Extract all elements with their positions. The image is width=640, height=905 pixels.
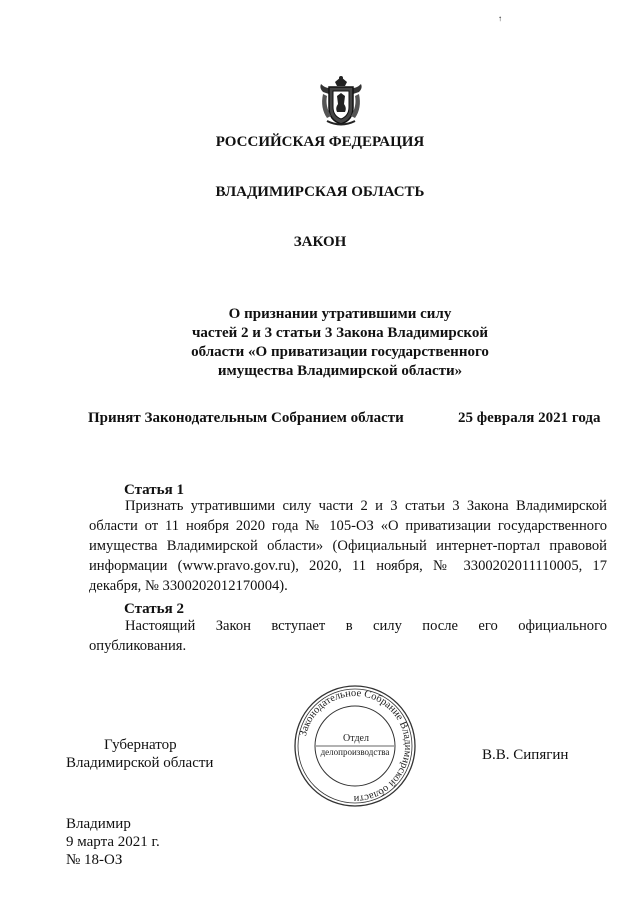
law-title <box>140 305 540 381</box>
article-1-heading: Статья 1 <box>124 482 184 498</box>
margin-mark: ↑ <box>498 14 502 23</box>
adopted-by: Принят Законодательным Собранием области <box>88 410 404 426</box>
signing-city: Владимир <box>66 816 131 832</box>
law-title-line: частей 2 и 3 статьи 3 Закона Владимирской <box>191 325 489 341</box>
article-2-heading: Статья 2 <box>124 601 184 617</box>
signatory-position-line: Владимирской области <box>66 755 214 771</box>
article-2-text-line: опубликования. <box>89 638 187 654</box>
article-1-text: Признать утратившими силу части 2 и 3 статьи 3 Закона Владимирской области от 11 ноября 2020 года № 105-ОЗ «О приватизации государственного имущества Владимирской области» (Официальный интернет-портал правовой информации (www.pravo.gov.ru), 2020, 11 ноября, № 3300202011110005, 17 декабря, № 3300202012170004). <box>89 498 607 594</box>
country-heading: РОССИЙСКАЯ ФЕДЕРАЦИЯ <box>215 134 425 150</box>
office-stamp <box>292 683 418 809</box>
signatory-position-line: Губернатор <box>104 737 177 753</box>
signatory-name: В.В. Сипягин <box>482 747 569 763</box>
signing-date: 9 марта 2021 г. <box>66 834 160 850</box>
law-title-line: имущества Владимирской области» <box>217 363 463 379</box>
law-title-line: области «О приватизации государственного <box>191 344 489 360</box>
law-title-line: О признании утратившими силу <box>228 306 452 322</box>
article-2-text-line: Настоящий Закон вступает в силу после его официального <box>125 618 607 634</box>
coat-of-arms-emblem <box>317 74 365 128</box>
adoption-date: 25 февраля 2021 года <box>458 410 601 426</box>
document-type-heading: ЗАКОН <box>293 234 347 250</box>
document-footer <box>66 815 160 869</box>
stamp-inner-line: Отдел <box>343 733 369 744</box>
law-number: № 18-ОЗ <box>66 852 123 868</box>
stamp-ring-text: Законодательное Собрание Владимирской области <box>298 687 414 805</box>
stamp-inner-line: делопроизводства <box>320 747 390 757</box>
region-heading: ВЛАДИМИРСКАЯ ОБЛАСТЬ <box>215 184 425 200</box>
